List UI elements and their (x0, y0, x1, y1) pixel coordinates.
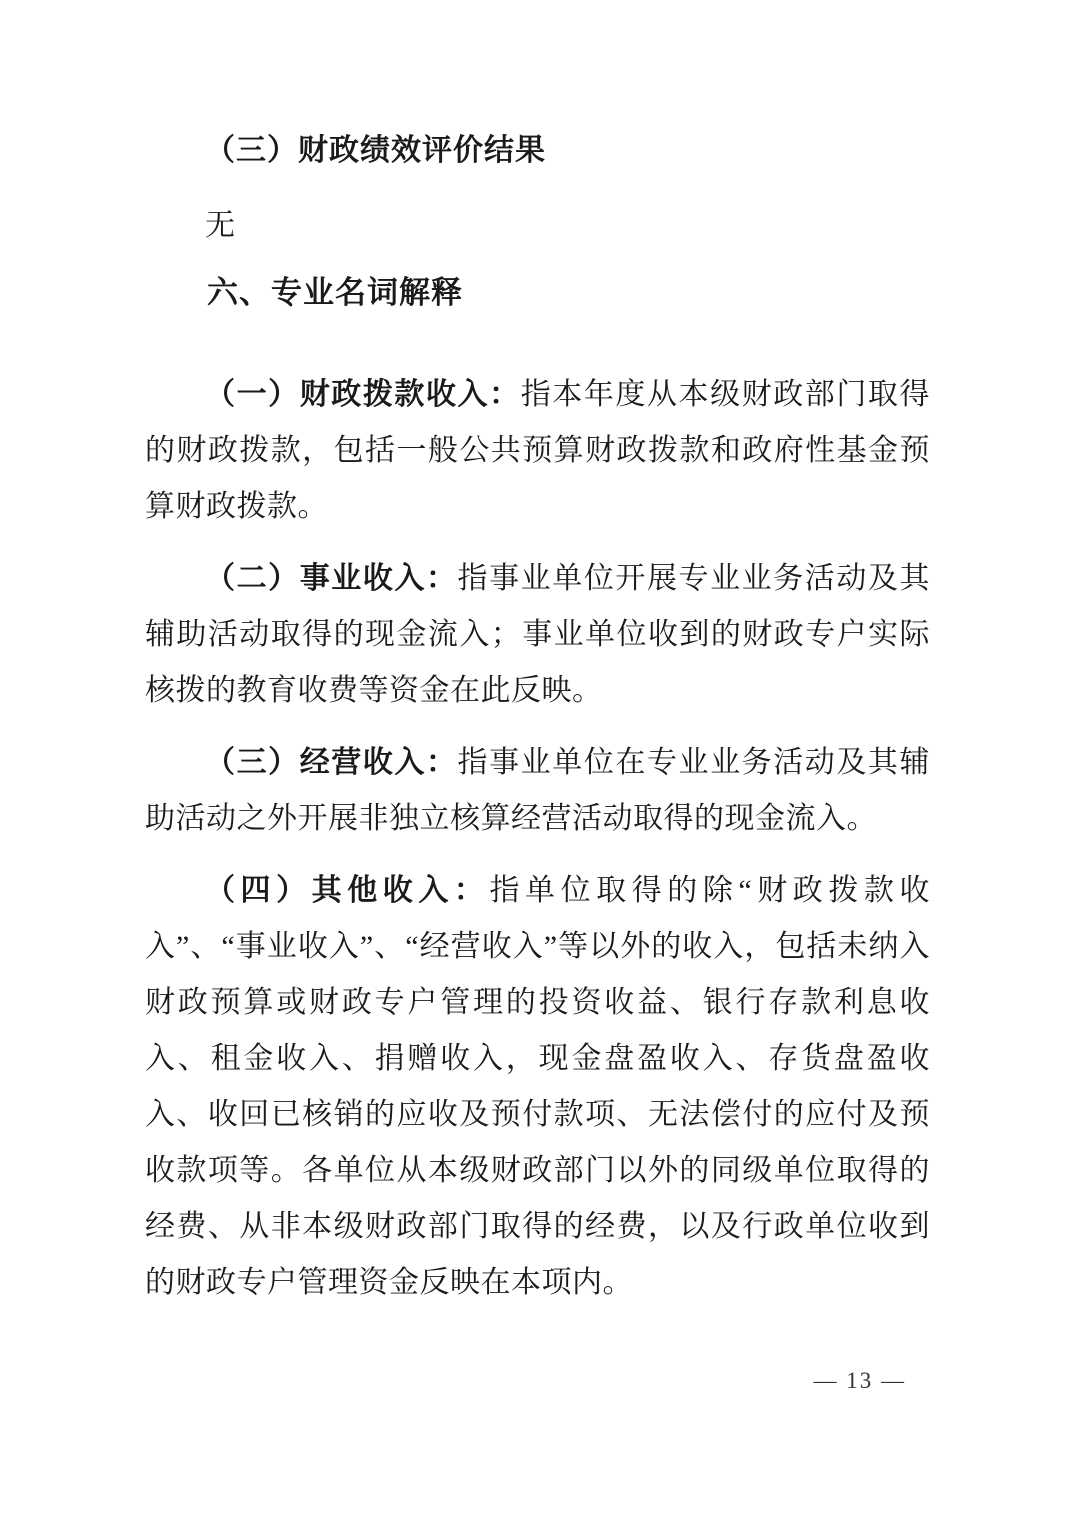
definition-term-label: （二）事业收入： (205, 562, 458, 595)
definition-body-text: 指事业单位在专业业务活动及其辅助活动之外开展非独立核算经营活动取得的现金流入。 (145, 746, 931, 835)
section-heading-terminology: 六、专业名词解释 (207, 275, 463, 310)
definition-paragraph-fiscal-appropriation-income (145, 367, 930, 535)
definition-body-text: 指单位取得的除“财政拨款收入”、“事业收入”、“经营收入”等以外的收入，包括未纳入财政预算或财政专户管理的投资收益、银行存款利息收入、租金收入、捐赠收入，现金盘盈收入、存货盘盈收入、收回已核销的应收及预付款项、无法偿付的应付及预收款项等。各单位从本级财政部门以外的同级单位取得的经费、从非本级财政部门取得的经费，以及行政单位收到的财政专户管理资金反映在本项内。 (145, 874, 930, 1299)
definition-paragraph-other-income (145, 863, 930, 1311)
definition-term-label: （一）财政拨款收入： (205, 378, 521, 411)
page-number: — 13 — (813, 1368, 906, 1393)
none-value-text: 无 (205, 209, 235, 242)
definition-body-text: 指本年度从本级财政部门取得的财政拨款，包括一般公共预算财政拨款和政府性基金预算财政拨款。 (145, 378, 931, 523)
definition-paragraph-operating-income (145, 551, 930, 719)
definition-body-text: 指事业单位开展专业业务活动及其辅助活动取得的现金流入；事业单位收到的财政专户实际核拨的教育收费等资金在此反映。 (145, 562, 931, 707)
definition-paragraph-business-income (145, 735, 930, 847)
subsection-heading-performance-evaluation: （三）财政绩效评价结果 (205, 134, 546, 167)
definition-term-label: （四）其他收入： (205, 874, 490, 907)
definition-term-label: （三）经营收入： (205, 746, 458, 779)
